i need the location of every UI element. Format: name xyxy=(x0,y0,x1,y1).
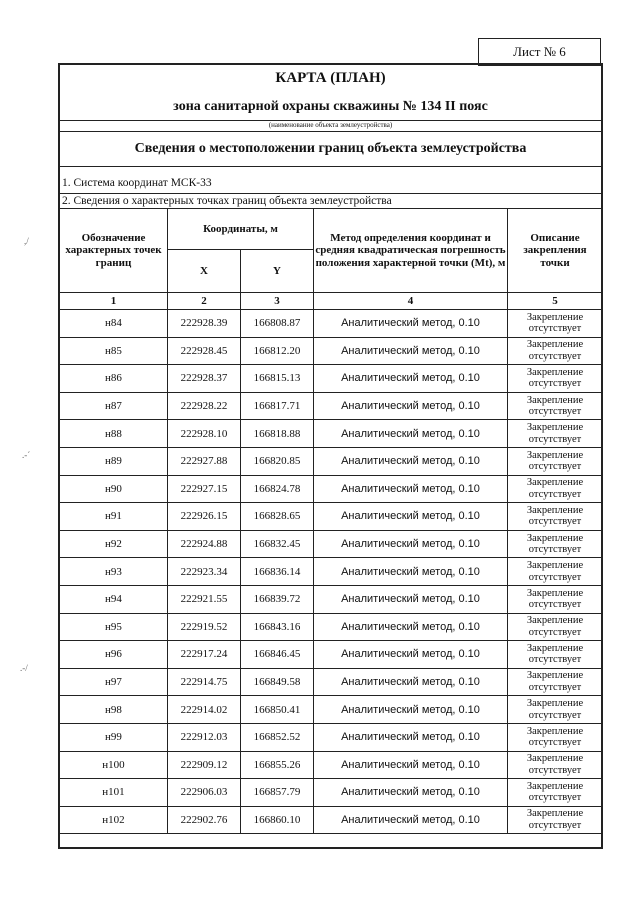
method-cell: Аналитический метод, 0.10 xyxy=(314,310,508,338)
coord-x: 222909.12 xyxy=(168,751,241,779)
point-id: н96 xyxy=(60,641,168,669)
method-cell: Аналитический метод, 0.10 xyxy=(314,806,508,834)
coord-x: 222912.03 xyxy=(168,723,241,751)
coord-y: 166818.88 xyxy=(241,420,314,448)
point-id: н97 xyxy=(60,668,168,696)
fixation-line-2: отсутствует xyxy=(528,433,582,445)
fixation-line-1: Закрепление xyxy=(526,449,584,461)
fixation-line-1: Закрепление xyxy=(526,422,584,434)
fixation-line-1: Закрепление xyxy=(526,477,584,489)
fixation-line-1: Закрепление xyxy=(526,725,584,737)
coord-x: 222926.15 xyxy=(168,503,241,531)
coord-y: 166828.65 xyxy=(241,503,314,531)
table-row xyxy=(60,558,603,586)
point-id: н91 xyxy=(60,503,168,531)
fixation-cell xyxy=(508,696,603,724)
table-row xyxy=(60,806,603,834)
coord-x: 222928.45 xyxy=(168,337,241,365)
fixation-cell xyxy=(508,420,603,448)
point-id: н93 xyxy=(60,558,168,586)
method-cell: Аналитический метод, 0.10 xyxy=(314,337,508,365)
coord-x: 222914.75 xyxy=(168,668,241,696)
fixation-line-1: Закрепление xyxy=(526,311,584,323)
point-id: н90 xyxy=(60,475,168,503)
divider xyxy=(59,131,602,132)
fixation-line-2: отсутствует xyxy=(528,544,582,556)
method-cell: Аналитический метод, 0.10 xyxy=(314,585,508,613)
fixation-cell xyxy=(508,585,603,613)
method-cell: Аналитический метод, 0.10 xyxy=(314,447,508,475)
coord-x: 222928.37 xyxy=(168,365,241,393)
margin-mark: ,/ xyxy=(24,236,29,246)
coord-y: 166852.52 xyxy=(241,723,314,751)
table-row xyxy=(60,337,603,365)
fixation-cell xyxy=(508,558,603,586)
coord-y: 166849.58 xyxy=(241,668,314,696)
point-id: н102 xyxy=(60,806,168,834)
header-point: Обозначение характерных точек границ xyxy=(60,209,168,293)
method-cell: Аналитический метод, 0.10 xyxy=(314,365,508,393)
margin-mark: .-/ xyxy=(20,663,28,673)
point-id: н100 xyxy=(60,751,168,779)
section-title: Сведения о местоположении границ объекта землеустройства xyxy=(134,141,527,156)
method-cell: Аналитический метод, 0.10 xyxy=(314,558,508,586)
fixation-cell xyxy=(508,806,603,834)
method-cell: Аналитический метод, 0.10 xyxy=(314,613,508,641)
fixation-cell xyxy=(508,668,603,696)
header-method: Метод определения координат и средняя квадратическая погрешность положения характерной точки (Mt), м xyxy=(314,209,508,293)
header-y: Y xyxy=(241,250,314,293)
header-coordinates: Координаты, м xyxy=(168,209,314,250)
fixation-line-2: отсутствует xyxy=(528,737,582,749)
fixation-line-2: отсутствует xyxy=(528,571,582,583)
fixation-line-2: отсутствует xyxy=(528,516,582,528)
method-cell: Аналитический метод, 0.10 xyxy=(314,751,508,779)
coord-x: 222928.22 xyxy=(168,392,241,420)
fixation-line-1: Закрепление xyxy=(526,808,584,820)
table-row xyxy=(60,751,603,779)
sheet-number-box xyxy=(478,38,601,66)
fixation-cell xyxy=(508,365,603,393)
method-cell: Аналитический метод, 0.10 xyxy=(314,420,508,448)
point-id: н85 xyxy=(60,337,168,365)
coord-x: 222924.88 xyxy=(168,530,241,558)
coord-y: 166820.85 xyxy=(241,447,314,475)
point-id: н89 xyxy=(60,447,168,475)
object-caption: (наименование объекта землеустройства) xyxy=(268,121,393,129)
coord-y: 166836.14 xyxy=(241,558,314,586)
fixation-line-1: Закрепление xyxy=(526,532,584,544)
coord-x: 222917.24 xyxy=(168,641,241,669)
table-row xyxy=(60,392,603,420)
points-heading: 2. Сведения о характерных точках границ объекта землеустройства xyxy=(62,195,392,207)
fixation-line-1: Закрепление xyxy=(526,670,584,682)
coord-x: 222906.03 xyxy=(168,779,241,807)
table-row xyxy=(60,585,603,613)
coord-y: 166839.72 xyxy=(241,585,314,613)
table-row xyxy=(60,365,603,393)
table-row xyxy=(60,447,603,475)
fixation-cell xyxy=(508,779,603,807)
fixation-cell xyxy=(508,447,603,475)
column-number: 1 xyxy=(60,293,168,310)
fixation-line-1: Закрепление xyxy=(526,615,584,627)
coord-x: 222928.10 xyxy=(168,420,241,448)
fixation-cell xyxy=(508,392,603,420)
coord-y: 166817.71 xyxy=(241,392,314,420)
table-row xyxy=(60,696,603,724)
method-cell: Аналитический метод, 0.10 xyxy=(314,723,508,751)
coord-x: 222923.34 xyxy=(168,558,241,586)
method-cell: Аналитический метод, 0.10 xyxy=(314,530,508,558)
method-cell: Аналитический метод, 0.10 xyxy=(314,475,508,503)
divider xyxy=(59,166,602,167)
point-id: н88 xyxy=(60,420,168,448)
points-table xyxy=(59,208,603,834)
coordinate-system: 1. Система координат МСК-33 xyxy=(62,177,212,189)
coord-y: 166850.41 xyxy=(241,696,314,724)
margin-mark: .-´ xyxy=(22,450,31,460)
fixation-line-2: отсутствует xyxy=(528,378,582,390)
fixation-cell xyxy=(508,337,603,365)
coord-x: 222914.02 xyxy=(168,696,241,724)
coord-x: 222928.39 xyxy=(168,310,241,338)
point-id: н92 xyxy=(60,530,168,558)
fixation-cell xyxy=(508,723,603,751)
coord-x: 222902.76 xyxy=(168,806,241,834)
fixation-line-2: отсутствует xyxy=(528,626,582,638)
coord-y: 166824.78 xyxy=(241,475,314,503)
table-row xyxy=(60,668,603,696)
fixation-cell xyxy=(508,641,603,669)
coord-x: 222921.55 xyxy=(168,585,241,613)
fixation-line-1: Закрепление xyxy=(526,780,584,792)
point-id: н101 xyxy=(60,779,168,807)
point-id: н99 xyxy=(60,723,168,751)
document-subtitle: зона санитарной охраны скважины № 134 II пояс xyxy=(173,99,488,114)
point-id: н98 xyxy=(60,696,168,724)
coord-y: 166815.13 xyxy=(241,365,314,393)
coord-y: 166832.45 xyxy=(241,530,314,558)
point-id: н87 xyxy=(60,392,168,420)
fixation-line-2: отсутствует xyxy=(528,682,582,694)
coord-y: 166846.45 xyxy=(241,641,314,669)
coord-y: 166812.20 xyxy=(241,337,314,365)
coord-y: 166857.79 xyxy=(241,779,314,807)
coord-y: 166860.10 xyxy=(241,806,314,834)
fixation-cell xyxy=(508,475,603,503)
fixation-line-2: отсутствует xyxy=(528,406,582,418)
fixation-line-1: Закрепление xyxy=(526,394,584,406)
column-number: 4 xyxy=(314,293,508,310)
method-cell: Аналитический метод, 0.10 xyxy=(314,696,508,724)
divider xyxy=(59,193,602,194)
coord-x: 222927.88 xyxy=(168,447,241,475)
point-id: н94 xyxy=(60,585,168,613)
header-description: Описание закрепления точки xyxy=(508,209,603,293)
fixation-line-2: отсутствует xyxy=(528,461,582,473)
fixation-line-2: отсутствует xyxy=(528,819,582,831)
coord-y: 166855.26 xyxy=(241,751,314,779)
document-title: КАРТА (ПЛАН) xyxy=(275,70,386,86)
fixation-line-2: отсутствует xyxy=(528,488,582,500)
fixation-cell xyxy=(508,310,603,338)
column-number: 3 xyxy=(241,293,314,310)
table-row xyxy=(60,641,603,669)
fixation-line-2: отсутствует xyxy=(528,323,582,335)
fixation-line-1: Закрепление xyxy=(526,366,584,378)
fixation-cell xyxy=(508,530,603,558)
fixation-line-1: Закрепление xyxy=(526,587,584,599)
table-row xyxy=(60,420,603,448)
table-row xyxy=(60,530,603,558)
fixation-line-2: отсутствует xyxy=(528,654,582,666)
column-number: 5 xyxy=(508,293,603,310)
coord-y: 166808.87 xyxy=(241,310,314,338)
fixation-line-2: отсутствует xyxy=(528,350,582,362)
fixation-line-1: Закрепление xyxy=(526,642,584,654)
fixation-line-2: отсутствует xyxy=(528,599,582,611)
header-x: X xyxy=(168,250,241,293)
fixation-line-1: Закрепление xyxy=(526,504,584,516)
table-row xyxy=(60,475,603,503)
coord-x: 222927.15 xyxy=(168,475,241,503)
fixation-line-1: Закрепление xyxy=(526,560,584,572)
fixation-line-2: отсутствует xyxy=(528,764,582,776)
coord-x: 222919.52 xyxy=(168,613,241,641)
fixation-line-1: Закрепление xyxy=(526,339,584,351)
table-row xyxy=(60,503,603,531)
fixation-cell xyxy=(508,751,603,779)
method-cell: Аналитический метод, 0.10 xyxy=(314,503,508,531)
table-row xyxy=(60,310,603,338)
method-cell: Аналитический метод, 0.10 xyxy=(314,668,508,696)
method-cell: Аналитический метод, 0.10 xyxy=(314,641,508,669)
table-row xyxy=(60,723,603,751)
point-id: н95 xyxy=(60,613,168,641)
coord-y: 166843.16 xyxy=(241,613,314,641)
fixation-cell xyxy=(508,613,603,641)
method-cell: Аналитический метод, 0.10 xyxy=(314,392,508,420)
column-number: 2 xyxy=(168,293,241,310)
sheet-number: Лист № 6 xyxy=(513,44,566,59)
table-row xyxy=(60,779,603,807)
table-row xyxy=(60,613,603,641)
fixation-line-2: отсутствует xyxy=(528,792,582,804)
fixation-cell xyxy=(508,503,603,531)
point-id: н84 xyxy=(60,310,168,338)
fixation-line-1: Закрепление xyxy=(526,753,584,765)
fixation-line-2: отсутствует xyxy=(528,709,582,721)
fixation-line-1: Закрепление xyxy=(526,698,584,710)
point-id: н86 xyxy=(60,365,168,393)
method-cell: Аналитический метод, 0.10 xyxy=(314,779,508,807)
